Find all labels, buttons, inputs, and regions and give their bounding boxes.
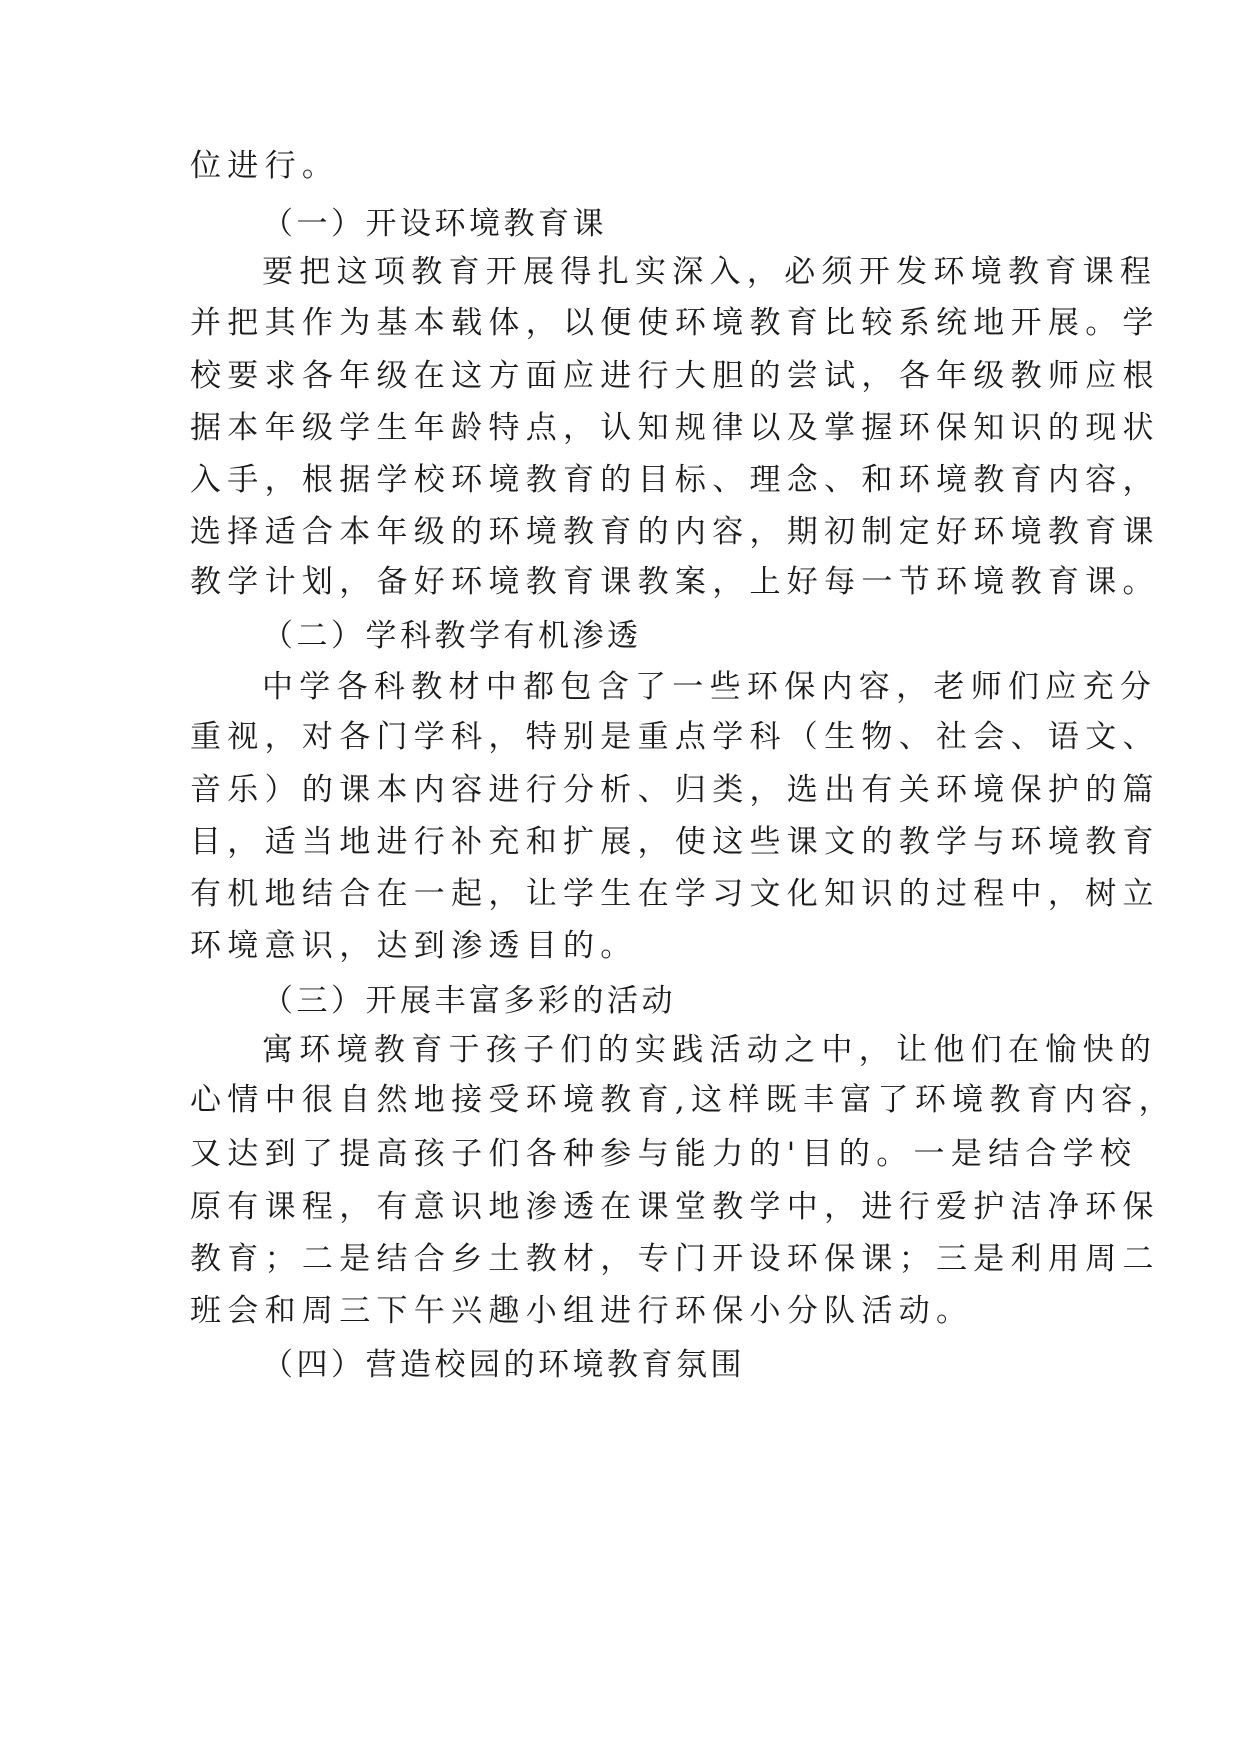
paragraph-line: 重视，对各门学科，特别是重点学科（生物、社会、语文、 (190, 719, 1160, 755)
paragraph-line: 并把其作为基本载体，以便使环境教育比较系统地开展。学 (190, 305, 1160, 341)
paragraph-line: 又达到了提高孩子们各种参与能力的'目的。一是结合学校 (190, 1136, 1138, 1172)
paragraph-line: 教学计划，备好环境教育课教案，上好每一节环境教育课。 (190, 564, 1160, 600)
paragraph-line: 要把这项教育开展得扎实深入，必须开发环境教育课程 (262, 254, 1158, 290)
paragraph-line: 中学各科教材中都包含了一些环保内容，老师们应充分 (262, 669, 1158, 705)
section-heading: （一）开设环境教育课 (262, 206, 607, 242)
paragraph-line: 教育；二是结合乡土教材，专门开设环保课；三是利用周二 (190, 1241, 1160, 1277)
paragraph-line: 据本年级学生年龄特点，认知规律以及掌握环保知识的现状 (190, 410, 1160, 446)
paragraph-line: 音乐）的课本内容进行分析、归类，选出有关环境保护的篇 (190, 772, 1160, 808)
paragraph-line: 有机地结合在一起，让学生在学习文化知识的过程中，树立 (190, 876, 1160, 912)
paragraph-line: 校要求各年级在这方面应进行大胆的尝试，各年级教师应根 (190, 358, 1160, 394)
paragraph-line: 入手，根据学校环境教育的目标、理念、和环境教育内容， (190, 462, 1160, 498)
paragraph-line: 班会和周三下午兴趣小组进行环保小分队活动。 (190, 1293, 974, 1329)
paragraph-line: 选择适合本年级的环境教育的内容，期初制定好环境教育课 (190, 514, 1160, 550)
paragraph-line: 心情中很自然地接受环境教育,这样既丰富了环境教育内容， (190, 1082, 1176, 1118)
paragraph-line: 寓环境教育于孩子们的实践活动之中，让他们在愉快的 (262, 1032, 1158, 1068)
paragraph-line: 原有课程，有意识地渗透在课堂教学中，进行爱护洁净环保 (190, 1189, 1160, 1225)
section-heading: （二）学科教学有机渗透 (262, 618, 642, 654)
text-line: 位进行。 (190, 148, 340, 184)
section-heading: （三）开展丰富多彩的活动 (262, 983, 676, 1019)
paragraph-line: 环境意识，达到渗透目的。 (190, 928, 638, 964)
section-heading: （四）营造校园的环境教育氛围 (262, 1347, 745, 1383)
paragraph-line: 目，适当地进行补充和扩展，使这些课文的教学与环境教育 (190, 824, 1160, 860)
